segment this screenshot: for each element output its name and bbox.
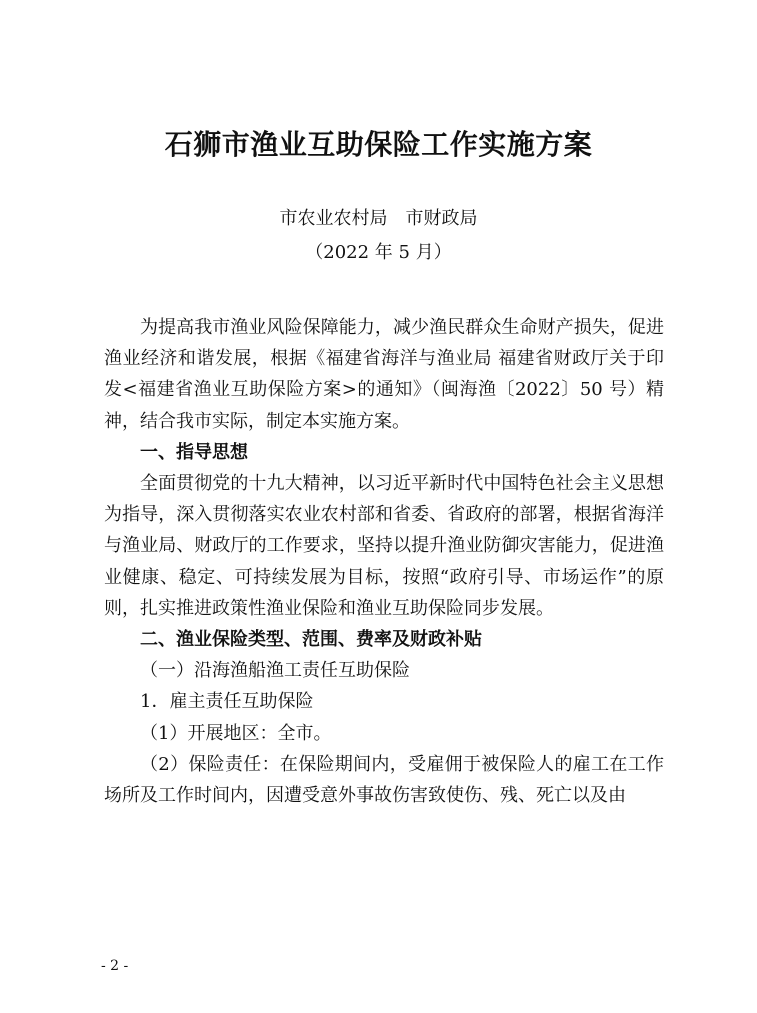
- item-employer-liability: 1．雇主责任互助保险: [140, 691, 314, 713]
- page-number: - 2 -: [101, 958, 129, 974]
- document-body: [104, 312, 664, 811]
- author-agriculture-bureau: 市农业农村局: [279, 208, 388, 229]
- subsection-heading-fishing-crew-liability: （一）沿海渔船渔工责任互助保险: [140, 660, 410, 682]
- document-title: 石狮市渔业互助保险工作实施方案: [164, 128, 593, 161]
- section-heading-guiding-ideology: 一、指导思想: [140, 441, 248, 463]
- intro-paragraph: 为提高我市渔业风险保障能力，减少渔民群众生命财产损失，促进渔业经济和谐发展，根据《福建省海洋与渔业局 福建省财政厅关于印发<福建省渔业互助保险方案>的通知》（闽海渔〔2022〕50 号）精神，结合我市实际，制定本实施方案。: [104, 317, 664, 432]
- section-heading-insurance-types: 二、渔业保险类型、范围、费率及财政补贴: [140, 629, 482, 651]
- author-finance-bureau: 市财政局: [405, 208, 478, 229]
- issuing-authorities: [0, 206, 757, 232]
- item-coverage-area: （1）开展地区：全市。: [140, 722, 332, 744]
- document-date: （2022 年 5 月）: [305, 242, 452, 263]
- item-insurance-liability: （2）保险责任：在保险期间内，受雇佣于被保险人的雇工在工作场所及工作时间内，因遭受意外事故伤害致使伤、残、死亡以及由: [104, 753, 664, 807]
- guiding-ideology-paragraph: 全面贯彻党的十九大精神，以习近平新时代中国特色社会主义思想为指导，深入贯彻落实农业农村部和省委、省政府的部署，根据省海洋与渔业局、财政厅的工作要求，坚持以提升渔业防御灾害能力，促进渔业健康、稳定、可持续发展为目标，按照“政府引导、市场运作”的原则，扎实推进政策性渔业保险和渔业互助保险同步发展。: [104, 473, 664, 619]
